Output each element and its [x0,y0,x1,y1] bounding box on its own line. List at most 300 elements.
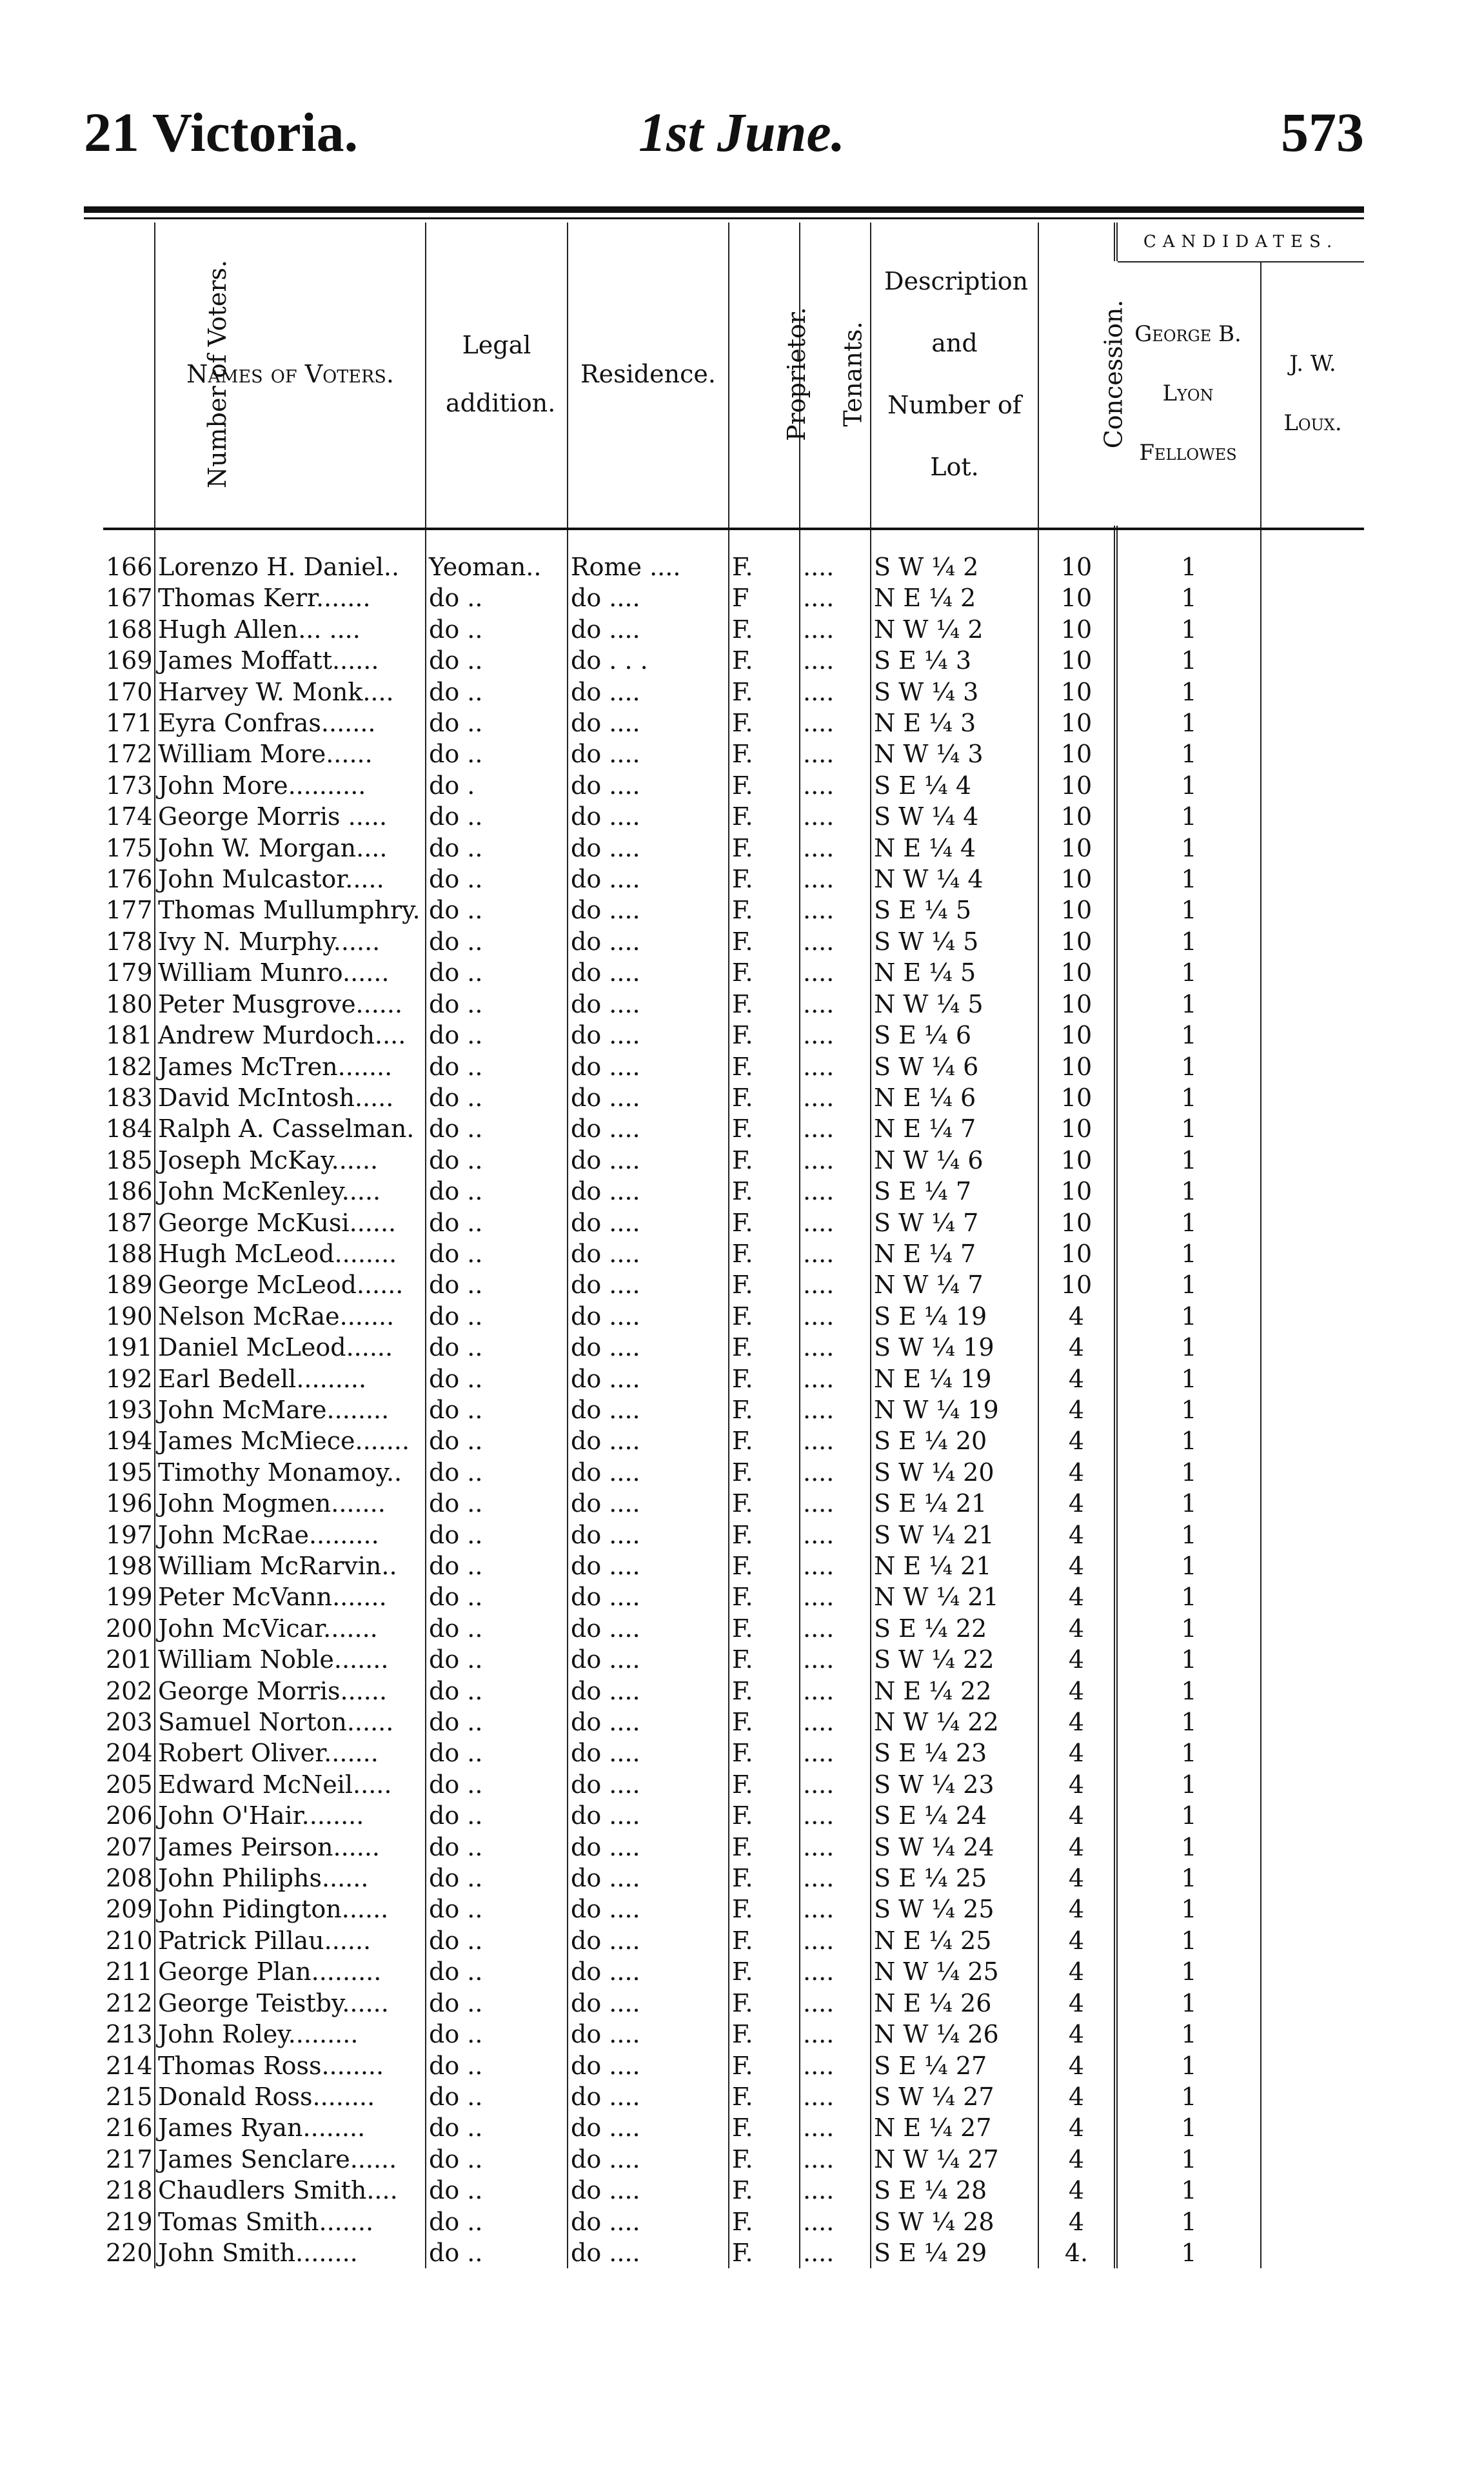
voter-number: 183 [106,1083,153,1112]
voter-number: 209 [106,1895,153,1924]
voter-rows [103,526,1364,2268]
tenant: .... [800,1082,871,1113]
residence: do .... [568,1363,729,1394]
concession: 4 [1038,1613,1116,1644]
legal-addition: do .. [426,1488,568,1519]
voter-name: Timothy Monamoy.. [155,1457,426,1488]
tenant: .... [800,1644,871,1675]
table-row [103,526,1364,582]
vote-fellowes: 1 [1116,1332,1261,1363]
lot-description: S E ¼ 5 [871,895,1038,926]
legal-addition: do .. [426,738,568,769]
tenant: .... [800,1800,871,1831]
vote-loux [1261,1051,1364,1082]
concession: 4 [1038,1394,1116,1425]
concession: 10 [1038,1020,1116,1051]
legal-addition: do .. [426,1581,568,1612]
tenant: .... [800,1676,871,1707]
vote-loux [1261,2175,1364,2206]
proprietor: F. [729,2237,800,2268]
voter-name: Peter Musgrove...... [155,989,426,1020]
voter-number: 172 [106,740,153,769]
proprietor: F. [729,1863,800,1894]
concession: 4 [1038,1550,1116,1581]
lot-description: N W ¼ 5 [871,989,1038,1020]
proprietor: F. [729,1051,800,1082]
vote-loux [1261,1207,1364,1238]
legal-addition: do .. [426,582,568,613]
residence: do .... [568,1676,729,1707]
voter-name: William Munro...... [155,957,426,988]
proprietor: F [729,582,800,613]
residence: do .... [568,1207,729,1238]
residence: do .... [568,2237,729,2268]
vote-loux [1261,1269,1364,1300]
col-header-candidates: CANDIDATES. [1116,223,1364,261]
proprietor: F. [729,645,800,676]
vote-loux [1261,645,1364,676]
legal-addition: do .. [426,1737,568,1768]
voter-name: James Peirson...... [155,1832,426,1863]
concession: 10 [1038,1207,1116,1238]
tenant: .... [800,1394,871,1425]
lot-description: N W ¼ 27 [871,2144,1038,2175]
vote-fellowes: 1 [1116,708,1261,738]
col-header-description: Description and Number of Lot. [871,223,1038,526]
table-row [103,1769,1364,1800]
legal-addition: do .. [426,1363,568,1394]
lot-description: N W ¼ 6 [871,1145,1038,1176]
proprietor: F. [729,1488,800,1519]
lot-description: S W ¼ 28 [871,2206,1038,2237]
vote-loux [1261,1020,1364,1051]
table-row [103,1051,1364,1082]
table-row [103,2019,1364,2050]
voter-name: John More.......... [155,770,426,801]
legal-addition: do .. [426,989,568,1020]
residence: do .... [568,1988,729,2019]
lot-description: S E ¼ 6 [871,1020,1038,1051]
legal-addition: do .. [426,1332,568,1363]
table-row [103,1644,1364,1675]
col-header-number: Number of Voters. [203,259,232,489]
voter-number: 201 [106,1645,153,1674]
residence: do .... [568,1145,729,1176]
col-header-concession: Concession. [1038,223,1116,526]
voter-name: Ivy N. Murphy...... [155,926,426,957]
concession: 4 [1038,1520,1116,1550]
voter-number: 179 [106,958,153,987]
vote-fellowes: 1 [1116,1863,1261,1894]
voter-number: 196 [106,1489,153,1518]
vote-fellowes: 1 [1116,2112,1261,2143]
vote-fellowes: 1 [1116,526,1261,582]
residence: do .... [568,1332,729,1363]
voter-name: George McLeod...... [155,1269,426,1300]
vote-fellowes: 1 [1116,2019,1261,2050]
voter-number: 167 [106,584,153,613]
proprietor: F. [729,989,800,1020]
vote-fellowes: 1 [1116,2206,1261,2237]
tenant: .... [800,2019,871,2050]
voter-number: 168 [106,615,153,644]
voter-number: 197 [106,1520,153,1549]
voter-number: 214 [106,2051,153,2080]
table-row [103,1707,1364,1737]
lot-description: S W ¼ 20 [871,1457,1038,1488]
vote-fellowes: 1 [1116,1425,1261,1456]
residence: do .... [568,2081,729,2112]
tenant: .... [800,2081,871,2112]
lot-description: N E ¼ 7 [871,1238,1038,1269]
vote-fellowes: 1 [1116,1394,1261,1425]
voter-name: John Mogmen....... [155,1488,426,1519]
running-head-left: 21 Victoria. [84,101,359,163]
tenant: .... [800,1925,871,1956]
legal-addition: do .. [426,1145,568,1176]
tenant: .... [800,1363,871,1394]
proprietor: F. [729,1301,800,1332]
vote-fellowes: 1 [1116,2237,1261,2268]
voter-name: David McIntosh..... [155,1082,426,1113]
lot-description: N W ¼ 3 [871,738,1038,769]
voter-number: 217 [106,2144,153,2173]
lot-description: N E ¼ 26 [871,1988,1038,2019]
vote-fellowes: 1 [1116,989,1261,1020]
concession: 4 [1038,1956,1116,1987]
header-bottom-rule [103,528,1364,530]
residence: do .... [568,1613,729,1644]
vote-loux [1261,989,1364,1020]
tenant: .... [800,1488,871,1519]
vote-loux [1261,1581,1364,1612]
lot-description: N W ¼ 2 [871,614,1038,645]
voter-number: 198 [106,1552,153,1580]
legal-addition: do .. [426,1207,568,1238]
table-row [103,957,1364,988]
concession: 10 [1038,582,1116,613]
table-row [103,1457,1364,1488]
tenant: .... [800,1113,871,1144]
voter-number: 191 [106,1333,153,1362]
lot-description: S E ¼ 28 [871,2175,1038,2206]
legal-addition: do . [426,770,568,801]
residence: do .... [568,1550,729,1581]
voter-name: Ralph A. Casselman. [155,1113,426,1144]
voter-name: Harvey W. Monk.... [155,677,426,708]
voter-name: Daniel McLeod...... [155,1332,426,1363]
vote-loux [1261,1894,1364,1925]
residence: do .... [568,2144,729,2175]
residence: do .... [568,1269,729,1300]
residence: do . . . [568,645,729,676]
voter-name: James Senclare...... [155,2144,426,2175]
proprietor: F. [729,1832,800,1863]
voter-name: Thomas Kerr....... [155,582,426,613]
legal-addition: do .. [426,1800,568,1831]
proprietor: F. [729,1269,800,1300]
proprietor: F. [729,1020,800,1051]
tenant: .... [800,926,871,957]
lot-description: S W ¼ 7 [871,1207,1038,1238]
residence: do .... [568,1520,729,1550]
tenant: .... [800,2112,871,2143]
voter-name: John McVicar....... [155,1613,426,1644]
table-row [103,1988,1364,2019]
voter-number: 175 [106,833,153,862]
residence: do .... [568,2019,729,2050]
tenant: .... [800,2050,871,2081]
vote-fellowes: 1 [1116,1925,1261,1956]
table-row [103,1269,1364,1300]
voter-name: Nelson McRae....... [155,1301,426,1332]
voter-number: 206 [106,1801,153,1830]
lot-description: N W ¼ 22 [871,1707,1038,1737]
legal-addition: do .. [426,895,568,926]
lot-description: N W ¼ 7 [871,1269,1038,1300]
tenant: .... [800,1769,871,1800]
lot-description: S E ¼ 27 [871,2050,1038,2081]
concession: 4 [1038,2019,1116,2050]
col-header-tenants: Tenants. [800,223,871,526]
vote-fellowes: 1 [1116,582,1261,613]
tenant: .... [800,1332,871,1363]
residence: do .... [568,1644,729,1675]
vote-loux [1261,1644,1364,1675]
table-row [103,1581,1364,1612]
table-row [103,708,1364,738]
voter-name: John McRae......... [155,1520,426,1550]
voter-number: 184 [106,1114,153,1143]
vote-loux [1261,801,1364,832]
residence: do .... [568,1956,729,1987]
concession: 4 [1038,1581,1116,1612]
lot-description: N E ¼ 3 [871,708,1038,738]
residence: do .... [568,1301,729,1332]
voter-number: 195 [106,1458,153,1487]
lot-description: S E ¼ 24 [871,1800,1038,1831]
voter-number: 200 [106,1614,153,1643]
table-row [103,2206,1364,2237]
table-row [103,801,1364,832]
vote-fellowes: 1 [1116,895,1261,926]
table-row [103,1550,1364,1581]
vote-fellowes: 1 [1116,1707,1261,1737]
voter-number: 185 [106,1145,153,1174]
residence: do .... [568,1925,729,1956]
voter-number: 211 [106,1957,153,1986]
residence: do .... [568,770,729,801]
table-row [103,1488,1364,1519]
proprietor: F. [729,2206,800,2237]
voter-name: Eyra Confras....... [155,708,426,738]
legal-addition: Yeoman.. [426,526,568,582]
legal-addition: do .. [426,833,568,864]
vote-loux [1261,1457,1364,1488]
proprietor: F. [729,1707,800,1737]
vote-fellowes: 1 [1116,770,1261,801]
proprietor: F. [729,2112,800,2143]
voter-number: 181 [106,1021,153,1050]
vote-loux [1261,614,1364,645]
col-header-legal: Legal addition. [426,223,568,526]
voter-number: 189 [106,1271,153,1300]
lot-description: S E ¼ 19 [871,1301,1038,1332]
vote-fellowes: 1 [1116,645,1261,676]
concession: 10 [1038,526,1116,582]
legal-addition: do .. [426,645,568,676]
lot-description: N W ¼ 19 [871,1394,1038,1425]
legal-addition: do .. [426,1425,568,1456]
legal-addition: do .. [426,1769,568,1800]
voter-name: Edward McNeil..... [155,1769,426,1800]
voter-name: George McKusi...... [155,1207,426,1238]
legal-addition: do .. [426,2237,568,2268]
table-row [103,738,1364,769]
concession: 4 [1038,2050,1116,2081]
vote-loux [1261,895,1364,926]
vote-loux [1261,708,1364,738]
vote-fellowes: 1 [1116,1644,1261,1675]
voter-number: 210 [106,1926,153,1955]
legal-addition: do .. [426,2081,568,2112]
table-row [103,864,1364,895]
table-row [103,1737,1364,1768]
vote-loux [1261,1363,1364,1394]
tenant: .... [800,1988,871,2019]
residence: do .... [568,1488,729,1519]
proprietor: F. [729,957,800,988]
residence: do .... [568,1176,729,1207]
vote-fellowes: 1 [1116,1301,1261,1332]
residence: do .... [568,1457,729,1488]
concession: 10 [1038,864,1116,895]
voter-name: George Plan......... [155,1956,426,1987]
voter-number: 205 [106,1770,153,1799]
table-row [103,1020,1364,1051]
table-row [103,1082,1364,1113]
residence: do .... [568,738,729,769]
legal-addition: do .. [426,1238,568,1269]
concession: 10 [1038,770,1116,801]
residence: do .... [568,1832,729,1863]
vote-loux [1261,2019,1364,2050]
proprietor: F. [729,864,800,895]
proprietor: F. [729,1332,800,1363]
concession: 4 [1038,1301,1116,1332]
proprietor: F. [729,677,800,708]
header-rule-thin [84,217,1364,219]
lot-description: S W ¼ 27 [871,2081,1038,2112]
residence: do .... [568,1051,729,1082]
vote-fellowes: 1 [1116,1113,1261,1144]
voter-number: 220 [106,2238,153,2267]
lot-description: N E ¼ 6 [871,1082,1038,1113]
residence: do .... [568,926,729,957]
vote-fellowes: 1 [1116,1956,1261,1987]
proprietor: F. [729,614,800,645]
residence: do .... [568,1769,729,1800]
residence: Rome .... [568,526,729,582]
proprietor: F. [729,1520,800,1550]
residence: do .... [568,957,729,988]
voter-name: John W. Morgan.... [155,833,426,864]
lot-description: S W ¼ 23 [871,1769,1038,1800]
tenant: .... [800,2175,871,2206]
proprietor: F. [729,1363,800,1394]
vote-loux [1261,1394,1364,1425]
concession: 10 [1038,1082,1116,1113]
table-row [103,2081,1364,2112]
voter-number: 219 [106,2207,153,2236]
residence: do .... [568,1707,729,1737]
proprietor: F. [729,1769,800,1800]
lot-description: S W ¼ 22 [871,1644,1038,1675]
vote-loux [1261,2081,1364,2112]
table-row [103,677,1364,708]
lot-description: N E ¼ 4 [871,833,1038,864]
voter-name: John Pidington...... [155,1894,426,1925]
voter-name: George Teistby...... [155,1988,426,2019]
concession: 4 [1038,1644,1116,1675]
proprietor: F. [729,770,800,801]
voter-name: James Moffatt...... [155,645,426,676]
tenant: .... [800,895,871,926]
vote-fellowes: 1 [1116,2175,1261,2206]
proprietor: F. [729,1800,800,1831]
voter-number: 169 [106,646,153,675]
vote-loux [1261,1737,1364,1768]
vote-loux [1261,1550,1364,1581]
voter-name: Samuel Norton...... [155,1707,426,1737]
proprietor: F. [729,833,800,864]
legal-addition: do .. [426,2050,568,2081]
concession: 10 [1038,926,1116,957]
voter-number: 176 [106,865,153,894]
proprietor: F. [729,1425,800,1456]
vote-loux [1261,2237,1364,2268]
voter-name: Tomas Smith....... [155,2206,426,2237]
voter-name: Peter McVann....... [155,1581,426,1612]
vote-fellowes: 1 [1116,2144,1261,2175]
vote-fellowes: 1 [1116,1737,1261,1768]
residence: do .... [568,2206,729,2237]
table-row [103,2050,1364,2081]
vote-fellowes: 1 [1116,1207,1261,1238]
voter-number: 218 [106,2176,153,2205]
lot-description: S E ¼ 7 [871,1176,1038,1207]
legal-addition: do .. [426,2019,568,2050]
residence: do .... [568,864,729,895]
lot-description: N W ¼ 26 [871,2019,1038,2050]
voter-number: 178 [106,927,153,956]
concession: 10 [1038,738,1116,769]
lot-description: S E ¼ 4 [871,770,1038,801]
concession: 10 [1038,1269,1116,1300]
vote-loux [1261,833,1364,864]
proprietor: F. [729,1394,800,1425]
vote-fellowes: 1 [1116,1832,1261,1863]
table-row [103,2112,1364,2143]
header-rule-thick [84,206,1364,213]
voter-name: William More...... [155,738,426,769]
vote-fellowes: 1 [1116,1082,1261,1113]
table-row [103,1676,1364,1707]
legal-addition: do .. [426,2112,568,2143]
tenant: .... [800,1269,871,1300]
concession: 4. [1038,2237,1116,2268]
concession: 4 [1038,2081,1116,2112]
